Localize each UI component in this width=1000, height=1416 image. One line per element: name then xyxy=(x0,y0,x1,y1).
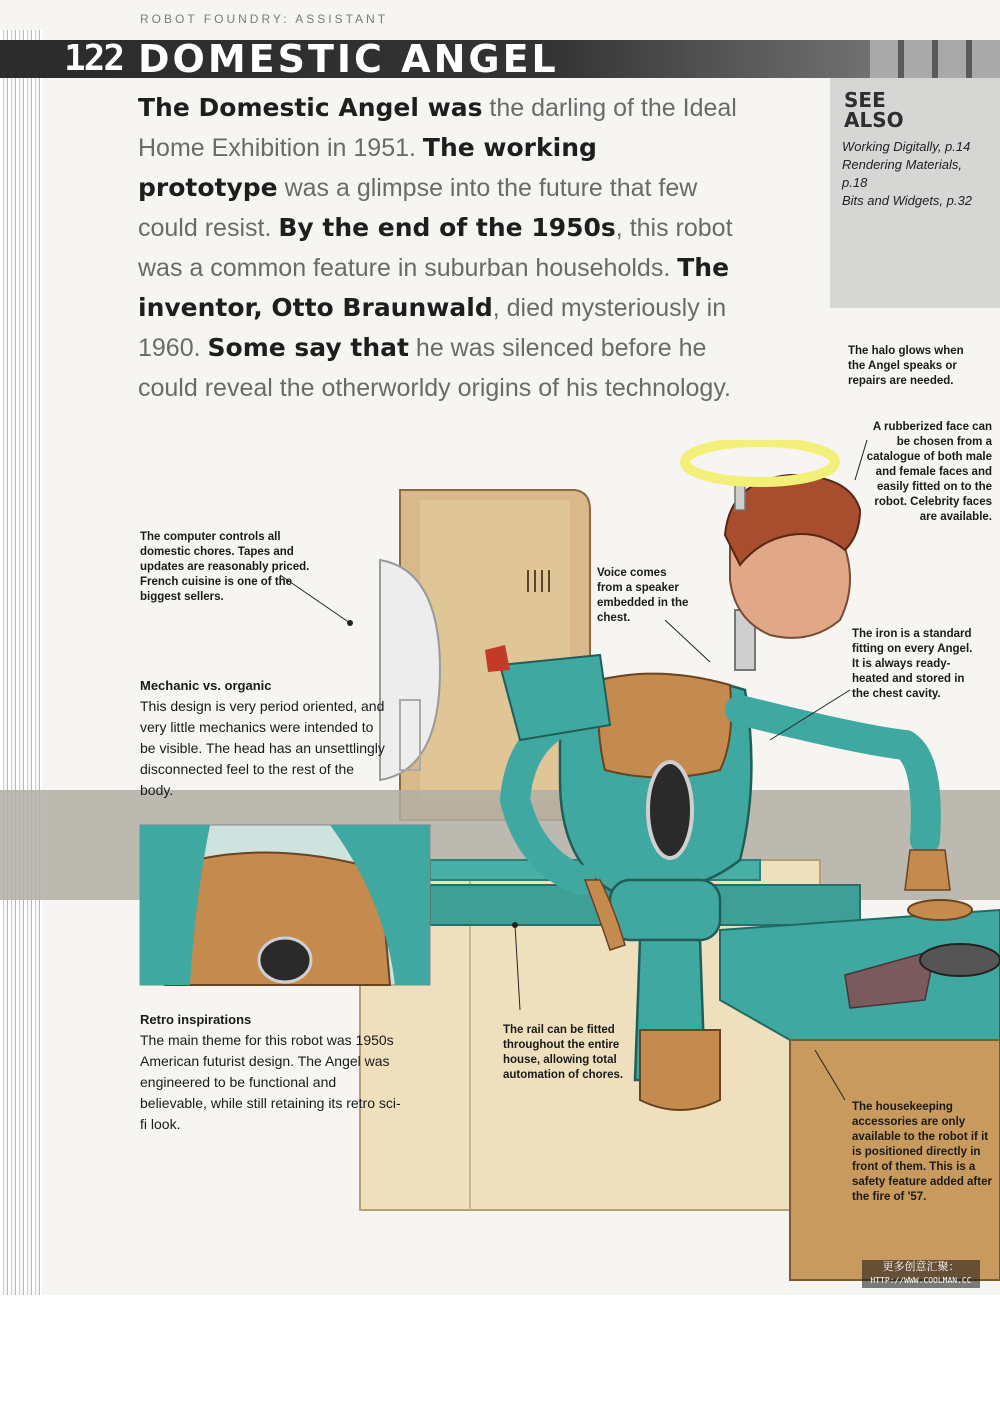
running-head: ROBOT FOUNDRY: ASSISTANT xyxy=(140,12,389,26)
callout-face: A rubberized face can be chosen from a catalogue of both male and female faces and easily fitted on to the robot. Celebrity faces are available. xyxy=(866,421,992,523)
speaker-arm xyxy=(500,655,610,740)
watermark-line1: 更多创意汇聚： xyxy=(882,1261,960,1273)
robot-right-hand xyxy=(905,850,950,890)
note-body: This design is very period oriented, and very little mechanics were intended to be visible. The head has an unsettlingly disconnected feel to the rest of the body. xyxy=(140,698,385,798)
page-number: 122 xyxy=(64,38,124,79)
callout-iron: The iron is a standard fitting on every Angel. It is always ready-heated and stored in the chest cavity. xyxy=(852,628,973,700)
intro-bold: By the end of the 1950s xyxy=(278,213,616,242)
note-heading: Mechanic vs. organic xyxy=(140,678,272,693)
note-body: The main theme for this robot was 1950s American futurist design. The Angel was engineered to be functional and believable, while still retaining its retro sci-fi look. xyxy=(140,1032,401,1132)
leader-dot xyxy=(347,620,353,626)
see-also-item[interactable]: Working Digitally, p.14 xyxy=(842,139,971,154)
see-also-list xyxy=(842,138,982,210)
callout-housekeeping: The housekeeping accessories are only available to the robot if it is positioned directly in front of them. This is a safety feature added after the fire of '57. xyxy=(852,1101,992,1203)
leader-dot xyxy=(512,922,518,928)
note-retro xyxy=(140,1010,402,1135)
inset-cavity xyxy=(259,938,311,982)
see-also-heading xyxy=(844,90,904,130)
halo xyxy=(685,442,835,482)
callout-halo: The halo glows when the Angel speaks or repairs are needed. xyxy=(848,345,964,387)
watermark-line2: HTTP://WWW.COOLMAN.CC xyxy=(870,1276,972,1285)
note-mechanic xyxy=(140,676,390,801)
iron xyxy=(908,900,972,920)
callout-computer: The computer controls all domestic chores. Tapes and updates are reasonably priced. French cuisine is one of the biggest sellers. xyxy=(140,531,310,603)
see-also-heading-line1: SEE xyxy=(844,88,886,112)
pot xyxy=(920,944,1000,976)
robot-base xyxy=(640,1030,720,1110)
callout-rail: The rail can be fitted throughout the entire house, allowing total automation of chores. xyxy=(503,1024,624,1081)
intro-text: the darling of the Ideal Home Exhibition in 1951. xyxy=(138,94,737,162)
intro-paragraph xyxy=(138,88,738,408)
intro-text: was a glimpse into the future that few could resist. xyxy=(138,174,698,242)
page-title: DOMESTIC ANGEL xyxy=(138,37,559,81)
intro-bold: The working prototype xyxy=(138,133,597,202)
intro-bold: Some say that xyxy=(207,333,409,362)
callout-voice: Voice comes from a speaker embedded in the chest. xyxy=(597,567,689,624)
intro-bold: The Domestic Angel was xyxy=(138,93,483,122)
see-also-item[interactable]: Bits and Widgets, p.32 xyxy=(842,193,972,208)
see-also-box xyxy=(830,78,1000,308)
note-heading: Retro inspirations xyxy=(140,1012,252,1027)
see-also-heading-line2: ALSO xyxy=(844,108,904,132)
see-also-item[interactable]: Rendering Materials, p.18 xyxy=(842,157,962,190)
title-band-stripes xyxy=(870,40,1000,78)
chest-cavity xyxy=(648,762,692,858)
intro-text: , this robot was a common feature in suburban households. xyxy=(138,214,733,282)
intro-text: he was silenced before he could reveal the otherworldy origins of his technology. xyxy=(138,334,731,402)
intro-bold: The inventor, Otto Braunwald xyxy=(138,253,730,322)
robot-waist xyxy=(610,880,720,940)
intro-text: , died mysteriously in 1960. xyxy=(138,294,727,362)
watermark xyxy=(862,1260,980,1288)
